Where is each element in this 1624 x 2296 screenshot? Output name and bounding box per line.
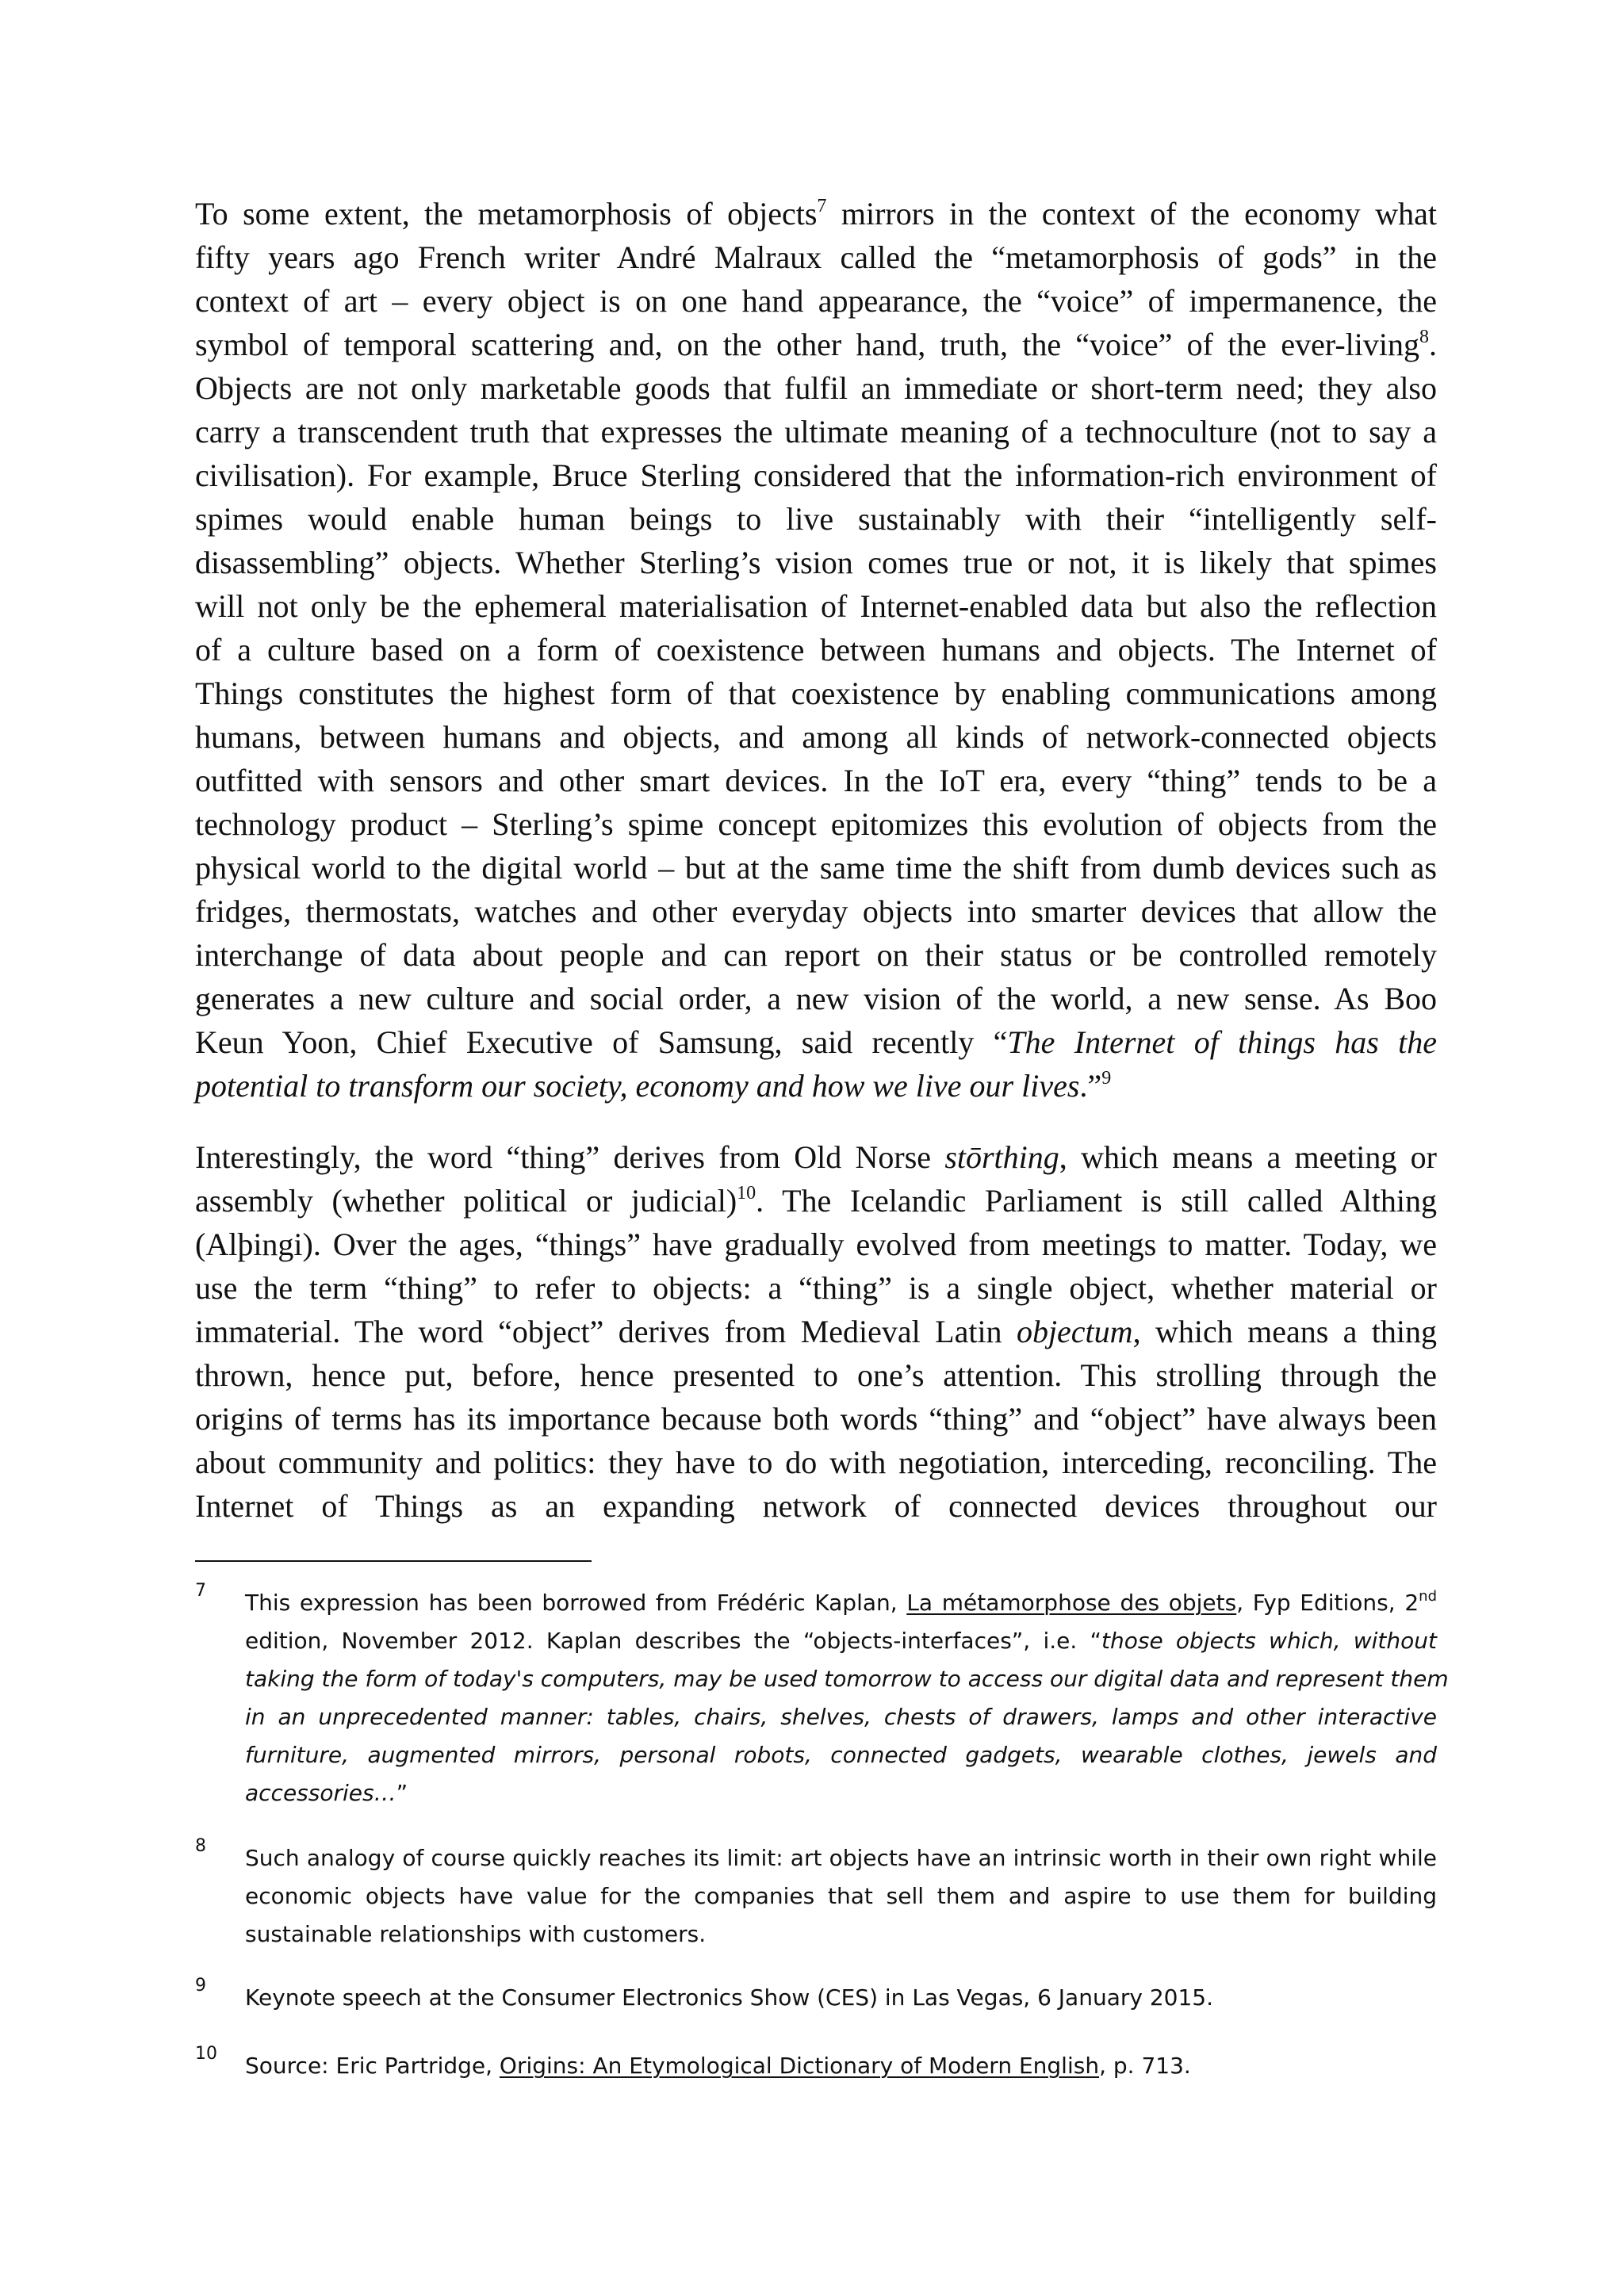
text-line: spimes would enable human beings to live sustainably with their “intelligently self- bbox=[195, 501, 1437, 537]
body-paragraph-2 bbox=[195, 1135, 1437, 1528]
text-run: immaterial. The word “object” derives from Medieval Latin bbox=[195, 1314, 1017, 1349]
text-run: This expression has been borrowed from Frédéric Kaplan, bbox=[245, 1590, 907, 1616]
footnote-line: economic objects have value for the companies that sell them and aspire to use them for building bbox=[245, 1883, 1437, 1909]
text-line: disassembling” objects. Whether Sterling’s vision comes true or not, it is likely that spimes bbox=[195, 545, 1437, 580]
text-line: context of art – every object is on one hand appearance, the “voice” of impermanence, the bbox=[195, 283, 1437, 319]
footnote-number: 8 bbox=[195, 1836, 206, 1856]
quote-text: taking the form of today's computers, may be used tomorrow to access our digital data and represent them bbox=[245, 1666, 1449, 1692]
text-line bbox=[195, 1310, 1437, 1353]
text-line bbox=[195, 1064, 1437, 1108]
foreign-term: stōrthing bbox=[944, 1139, 1059, 1175]
footnote-body bbox=[245, 1584, 1449, 1812]
text-line: about community and politics: they have to do with negotiation, interceding, reconciling. The bbox=[195, 1445, 1437, 1480]
text-line: thrown, hence put, before, hence presented to one’s attention. This strolling through the bbox=[195, 1357, 1437, 1393]
quote-text: accessories… bbox=[245, 1780, 396, 1806]
footnote-ref-7: 7 bbox=[817, 195, 827, 216]
footnote-body bbox=[245, 2047, 1437, 2085]
footnote-line bbox=[245, 2047, 1437, 2085]
book-title: Origins: An Etymological Dictionary of Modern English bbox=[499, 2053, 1100, 2079]
text-line: use the term “thing” to refer to objects: a “thing” is a single object, whether material or bbox=[195, 1270, 1437, 1306]
text-run: Interestingly, the word “thing” derives from Old Norse bbox=[195, 1139, 945, 1175]
footnote-10 bbox=[195, 2044, 1437, 2085]
footnote-line: Keynote speech at the Consumer Electronics Show (CES) in Las Vegas, 6 January 2015. bbox=[245, 1984, 1214, 2011]
text-line: outfitted with sensors and other smart devices. In the IoT era, every “thing” tends to be a bbox=[195, 763, 1437, 798]
text-line: humans, between humans and objects, and among all kinds of network-connected objects bbox=[195, 719, 1437, 755]
text-line: carry a transcendent truth that expresses the ultimate meaning of a technoculture (not to say a bbox=[195, 414, 1437, 450]
text-run: Source: Eric Partridge, bbox=[245, 2053, 500, 2079]
text-run: , which means a meeting or bbox=[1059, 1139, 1437, 1175]
footnote-ref-9: 9 bbox=[1101, 1067, 1112, 1089]
body-paragraph-1 bbox=[195, 192, 1437, 1108]
footnote-7 bbox=[195, 1581, 1449, 1812]
text-run: Keun Yoon, Chief Executive of Samsung, said recently “ bbox=[195, 1024, 1008, 1060]
text-run: edition, November 2012. Kaplan describes the “objects-interfaces”, i.e. “ bbox=[245, 1628, 1102, 1654]
text-line: Things constitutes the highest form of that coexistence by enabling communications among bbox=[195, 675, 1437, 711]
footnote-ref-10: 10 bbox=[737, 1182, 756, 1203]
text-line: Internet of Things as an expanding network of connected devices throughout our bbox=[195, 1488, 1437, 1524]
text-line bbox=[195, 1179, 1437, 1223]
footnote-line bbox=[245, 1660, 1449, 1698]
ordinal-suffix: nd bbox=[1419, 1587, 1437, 1605]
footnote-line: sustainable relationships with customers. bbox=[245, 1921, 707, 1947]
text-line: technology product – Sterling’s spime concept epitomizes this evolution of objects from the bbox=[195, 806, 1437, 842]
text-run: , p. 713. bbox=[1099, 2053, 1191, 2079]
footnote-8 bbox=[195, 1836, 1437, 1954]
footnote-line bbox=[245, 1622, 1437, 1660]
text-line bbox=[195, 1020, 1437, 1064]
quote-text: The Internet of things has the bbox=[1007, 1024, 1437, 1060]
footnote-number: 10 bbox=[195, 2044, 217, 2064]
text-run: . bbox=[1429, 327, 1437, 362]
text-line: generates a new culture and social order, a new vision of the world, a new sense. As Boo bbox=[195, 981, 1437, 1016]
text-run: To some extent, the metamorphosis of objects bbox=[195, 196, 818, 232]
quote-text: those objects which, without bbox=[1101, 1628, 1438, 1654]
quote-text: potential to transform our society, economy and how we live our lives bbox=[195, 1068, 1080, 1104]
text-line: interchange of data about people and can report on their status or be controlled remotely bbox=[195, 937, 1437, 973]
text-line: physical world to the digital world – but at the same time the shift from dumb devices such as bbox=[195, 850, 1437, 886]
text-run: , which means a thing bbox=[1132, 1314, 1437, 1349]
text-line bbox=[195, 1135, 1437, 1179]
footnote-line: Such analogy of course quickly reaches its limit: art objects have an intrinsic worth in their own right while bbox=[245, 1845, 1437, 1871]
text-run: .” bbox=[1079, 1068, 1102, 1104]
footnote-separator bbox=[195, 1560, 592, 1562]
footnote-9 bbox=[195, 1976, 1437, 2017]
text-line: Objects are not only marketable goods that fulfil an immediate or short-term need; they also bbox=[195, 370, 1437, 406]
footnote-line bbox=[245, 1698, 1437, 1736]
text-line: will not only be the ephemeral materialisation of Internet-enabled data but also the reflection bbox=[195, 588, 1437, 624]
book-title: La métamorphose des objets bbox=[906, 1590, 1237, 1616]
footnote-body bbox=[245, 1839, 1437, 1954]
text-run: . The Icelandic Parliament is still called Althing bbox=[756, 1183, 1438, 1219]
quote-text: furniture, augmented mirrors, personal robots, connected gadgets, wearable clothes, jewels and bbox=[245, 1742, 1437, 1768]
text-line bbox=[195, 323, 1437, 366]
text-run: , Fyp Editions, 2 bbox=[1236, 1590, 1419, 1616]
text-line: civilisation). For example, Bruce Sterling considered that the information-rich environment of bbox=[195, 457, 1437, 493]
text-line: fridges, thermostats, watches and other everyday objects into smarter devices that allow the bbox=[195, 894, 1437, 929]
text-line: (Alþingi). Over the ages, “things” have gradually evolved from meetings to matter. Today, we bbox=[195, 1226, 1437, 1262]
footnote-number: 7 bbox=[195, 1581, 206, 1601]
foreign-term: objectum bbox=[1016, 1314, 1133, 1349]
text-line: of a culture based on a form of coexistence between humans and objects. The Internet of bbox=[195, 632, 1437, 668]
footnote-line bbox=[245, 1774, 1437, 1812]
text-line: fifty years ago French writer André Malraux called the “metamorphosis of gods” in the bbox=[195, 239, 1437, 275]
footnote-line bbox=[245, 1584, 1437, 1622]
footnote-body bbox=[245, 1979, 1437, 2017]
text-run: mirrors in the context of the economy what bbox=[826, 196, 1437, 232]
footnote-number: 9 bbox=[195, 1976, 206, 1996]
quote-text: in an unprecedented manner: tables, chairs, shelves, chests of drawers, lamps and other interactive bbox=[245, 1704, 1437, 1730]
text-line bbox=[195, 192, 1437, 235]
footnote-line bbox=[245, 1736, 1437, 1774]
text-run: assembly (whether political or judicial) bbox=[195, 1183, 737, 1219]
text-line: origins of terms has its importance because both words “thing” and “object” have always been bbox=[195, 1401, 1437, 1437]
footnote-ref-8: 8 bbox=[1419, 326, 1429, 347]
text-run: symbol of temporal scattering and, on the other hand, truth, the “voice” of the ever-living bbox=[195, 327, 1419, 362]
text-run: ” bbox=[396, 1780, 408, 1806]
